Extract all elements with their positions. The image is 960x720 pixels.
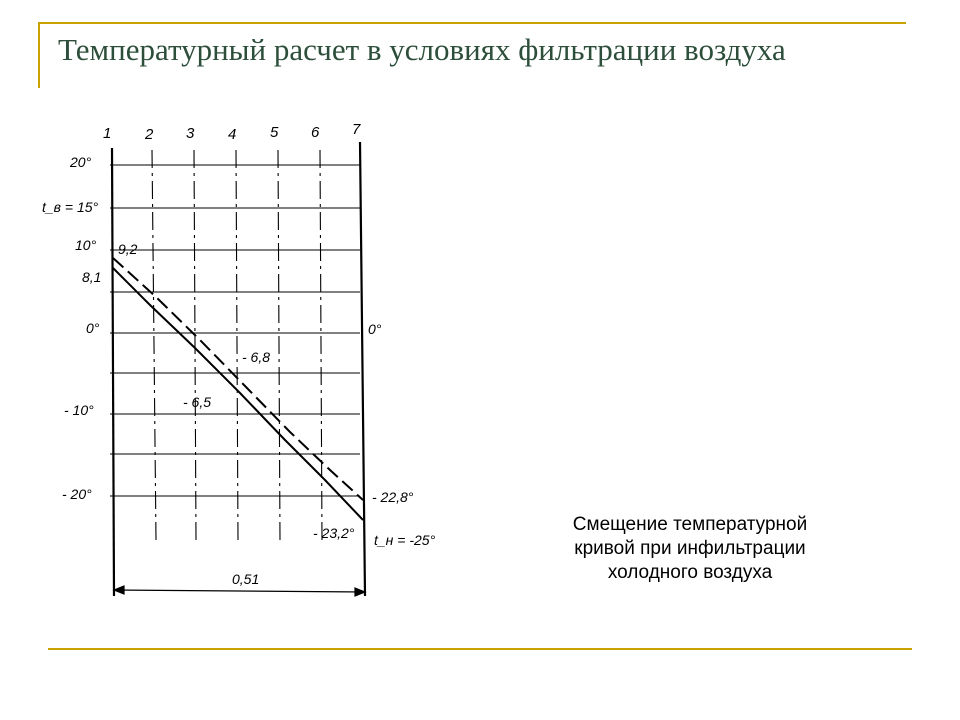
- section-numbers: [103, 121, 361, 143]
- section-number: 2: [145, 126, 154, 143]
- section-number: 5: [270, 124, 279, 141]
- curve-label: - 23,2°: [313, 525, 355, 541]
- curve-label: - 6,5: [183, 394, 212, 410]
- scale-label: - 10°: [64, 402, 94, 418]
- outer-wall-line: [360, 142, 365, 596]
- curve-label: 9,2: [118, 241, 138, 257]
- section-number: 1: [103, 125, 112, 142]
- dimension-label: 0,51: [232, 571, 260, 587]
- caption-line: Смещение температурной: [572, 514, 808, 535]
- temperature-curves: [113, 258, 363, 520]
- slide-title: Температурный расчет в условиях фильтрации воздуха: [58, 32, 786, 67]
- scale-label: 0°: [86, 320, 100, 336]
- solid-temperature-curve: [113, 268, 363, 520]
- scale-label: t_в = 15°: [42, 199, 99, 215]
- caption-line: холодного воздуха: [607, 562, 773, 583]
- section-number: 4: [228, 126, 237, 143]
- caption-line: кривой при инфильтрации: [574, 538, 806, 559]
- scale-label: 8,1: [82, 269, 102, 285]
- section-number: 3: [186, 125, 195, 142]
- scale-label: - 20°: [62, 486, 92, 502]
- left-scale: [42, 154, 101, 502]
- scale-label: 10°: [75, 237, 97, 253]
- grid-horizontal: [110, 165, 360, 496]
- right-labels: [368, 321, 436, 548]
- section-number: 6: [311, 124, 320, 141]
- right-label: 0°: [368, 321, 382, 337]
- dimension-line: [114, 586, 365, 596]
- right-label: - 22,8°: [372, 489, 414, 505]
- section-number: 7: [352, 121, 361, 138]
- footer-rule: [48, 648, 912, 650]
- figure-caption: [540, 513, 840, 585]
- right-label: t_н = -25°: [374, 532, 436, 548]
- scale-label: 20°: [70, 154, 92, 170]
- curve-label: - 6,8: [242, 349, 271, 365]
- inner-wall-line: [112, 148, 114, 596]
